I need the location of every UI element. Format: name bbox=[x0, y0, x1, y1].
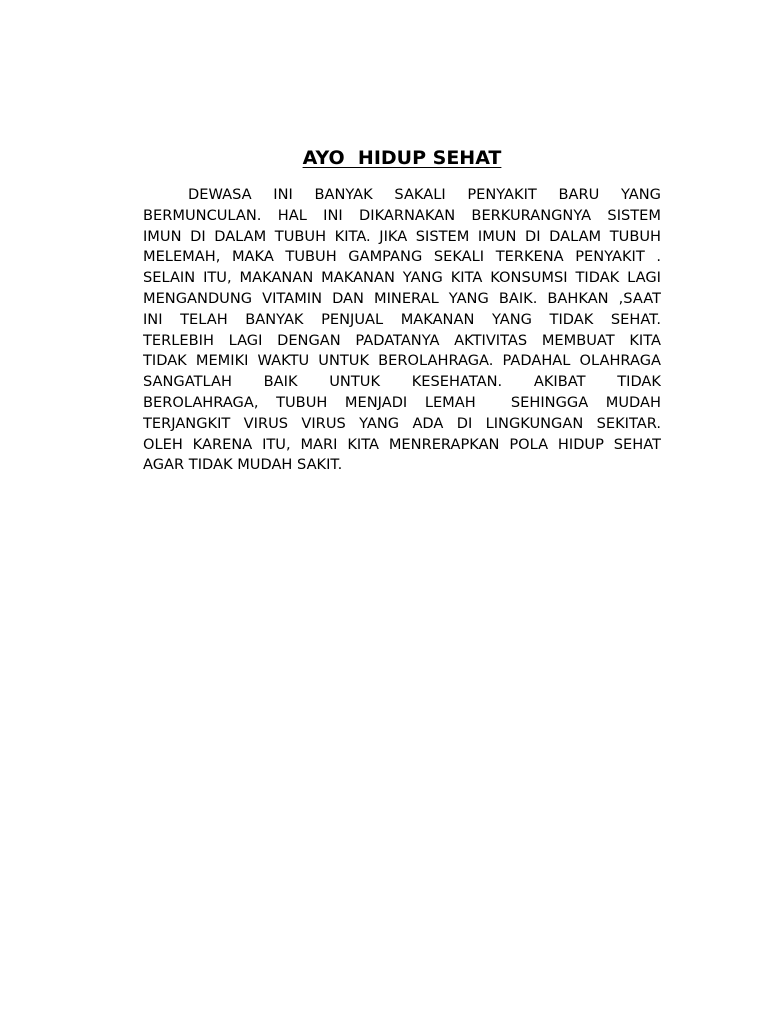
body-line: AGAR TIDAK MUDAH SAKIT. bbox=[143, 456, 343, 474]
body-line: TERLEBIH LAGI DENGAN PADATANYA AKTIVITAS MEMBUAT KITA bbox=[143, 331, 661, 349]
body-line: TIDAK MEMIKI WAKTU UNTUK BEROLAHRAGA. PADAHAL OLAHRAGA bbox=[143, 352, 661, 370]
body-line: OLEH KARENA ITU, MARI KITA MENRERAPKAN POLA HIDUP SEHAT bbox=[143, 435, 661, 453]
body-line: INI TELAH BANYAK PENJUAL MAKANAN YANG TIDAK SEHAT. bbox=[143, 310, 661, 328]
body-line: IMUN DI DALAM TUBUH KITA. JIKA SISTEM IMUN DI DALAM TUBUH bbox=[143, 227, 661, 245]
body-line: MENGANDUNG VITAMIN DAN MINERAL YANG BAIK. BAHKAN ,SAAT bbox=[143, 289, 661, 307]
body-line: MELEMAH, MAKA TUBUH GAMPANG SEKALI TERKENA PENYAKIT . bbox=[143, 248, 661, 266]
document-body bbox=[143, 185, 661, 476]
body-line: BEROLAHRAGA, TUBUH MENJADI LEMAH SEHINGGA MUDAH bbox=[143, 393, 661, 411]
body-line: DEWASA INI BANYAK SAKALI PENYAKIT BARU YANG bbox=[188, 186, 661, 203]
body-line: SANGATLAH BAIK UNTUK KESEHATAN. AKIBAT TIDAK bbox=[143, 373, 661, 391]
body-line: BERMUNCULAN. HAL INI DIKARNAKAN BERKURANGNYA SISTEM bbox=[143, 206, 661, 224]
document-title: AYO HIDUP SEHAT bbox=[302, 147, 502, 169]
body-line: SELAIN ITU, MAKANAN MAKANAN YANG KITA KONSUMSI TIDAK LAGI bbox=[143, 269, 661, 287]
body-line: TERJANGKIT VIRUS VIRUS YANG ADA DI LINGKUNGAN SEKITAR. bbox=[143, 414, 661, 432]
